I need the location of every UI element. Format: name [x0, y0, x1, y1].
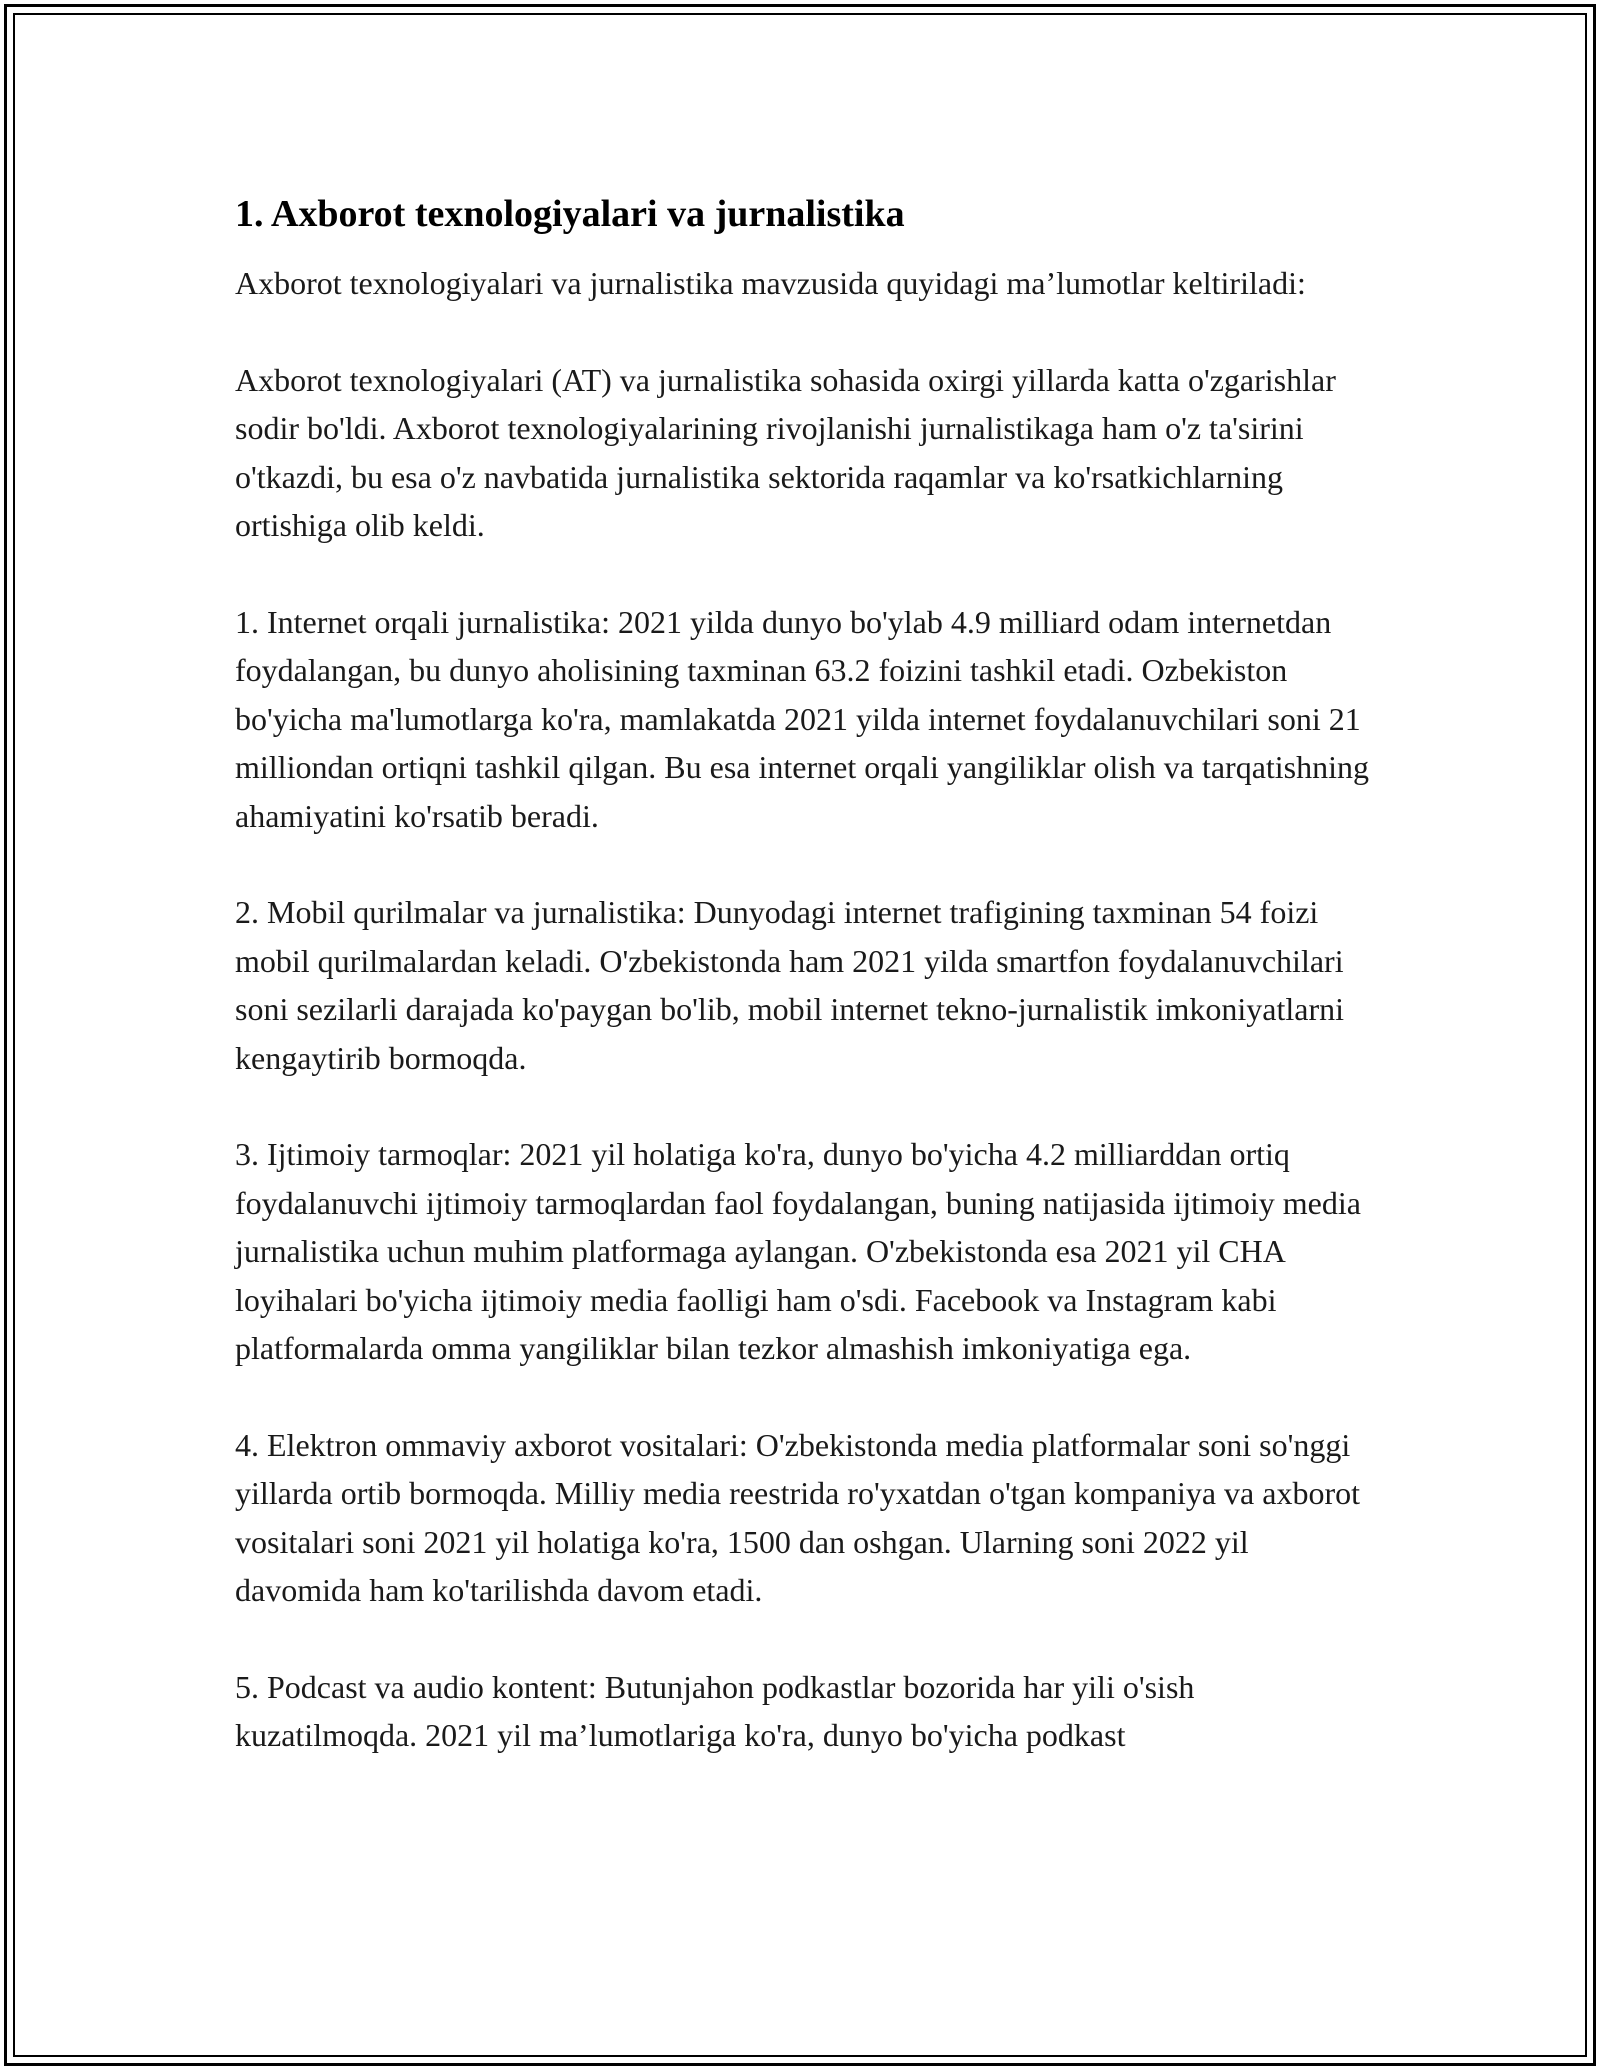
section-heading: 1. Axborot texnologiyalari va jurnalistika — [235, 193, 905, 235]
podcast-paragraph: 5. Podcast va audio kontent: Butunjahon podkastlar bozorida har yili o'sish kuzatilmoqda. 2021 yil ma’lumotlariga ko'ra, dunyo bo'yicha podkast — [235, 1668, 1195, 1753]
electronic-media-paragraph: 4. Elektron ommaviy axborot vositalari: O'zbekistonda media platformalar soni so'nggi yillarda ortib bormoqda. Milliy media reestrida ro'yxatdan o'tgan kompaniya va axborot vositalari soni 2021 yil holatiga ko'ra, 1500 dan oshgan. Ularning soni 2022 yil davomida ham ko'tarilishda davom etadi. — [235, 1426, 1360, 1608]
mobile-devices-paragraph: 2. Mobil qurilmalar va jurnalistika: Dunyodagi internet trafigining taxminan 54 foizi mobil qurilmalardan keladi. O'zbekistonda ham 2021 yilda smartfon foydalanuvchilari soni sezilarli darajada ko'paygan bo'lib, mobil internet tekno-jurnalistik imkoniyatlarni kengaytirib bormoqda. — [235, 894, 1345, 1076]
social-networks-paragraph: 3. Ijtimoiy tarmoqlar: 2021 yil holatiga ko'ra, dunyo bo'yicha 4.2 milliarddan ortiq foydalanuvchi ijtimoiy tarmoqlardan faol foydalangan, buning natijasida ijtimoiy media jurnalistika uchun muhim platformaga aylangan. O'zbekistonda esa 2021 yil CHA loyihalari bo'yicha ijtimoiy media faolligi ham o'sdi. Facebook va Instagram kabi platformalarda omma yangiliklar bilan tezkor almashish imkoniyatiga ega. — [235, 1136, 1361, 1366]
overview-paragraph: Axborot texnologiyalari (AT) va jurnalistika sohasida oxirgi yillarda katta o'zgarishlar sodir bo'ldi. Axborot texnologiyalarining rivojlanishi jurnalistikaga ham o'z ta'sirini o'tkazdi, bu esa o'z navbatida jurnalistika sektorida raqamlar va ko'rsatkichlarning ortishiga olib keldi. — [235, 361, 1336, 543]
document-body — [235, 188, 1375, 1760]
intro-paragraph: Axborot texnologiyalari va jurnalistika mavzusida quyidagi ma’lumotlar keltiriladi: — [235, 265, 1306, 301]
internet-journalism-paragraph: 1. Internet orqali jurnalistika: 2021 yilda dunyo bo'ylab 4.9 milliard odam internetdan foydalangan, bu dunyo aholisining taxminan 63.2 foizini tashkil etadi. Ozbekiston bo'yicha ma'lumotlarga ko'ra, mamlakatda 2021 yilda internet foydalanuvchilari soni 21 milliondan ortiqni tashkil qilgan. Bu esa internet orqali yangiliklar olish va tarqatishning ahamiyatini ko'rsatib beradi. — [235, 603, 1370, 834]
